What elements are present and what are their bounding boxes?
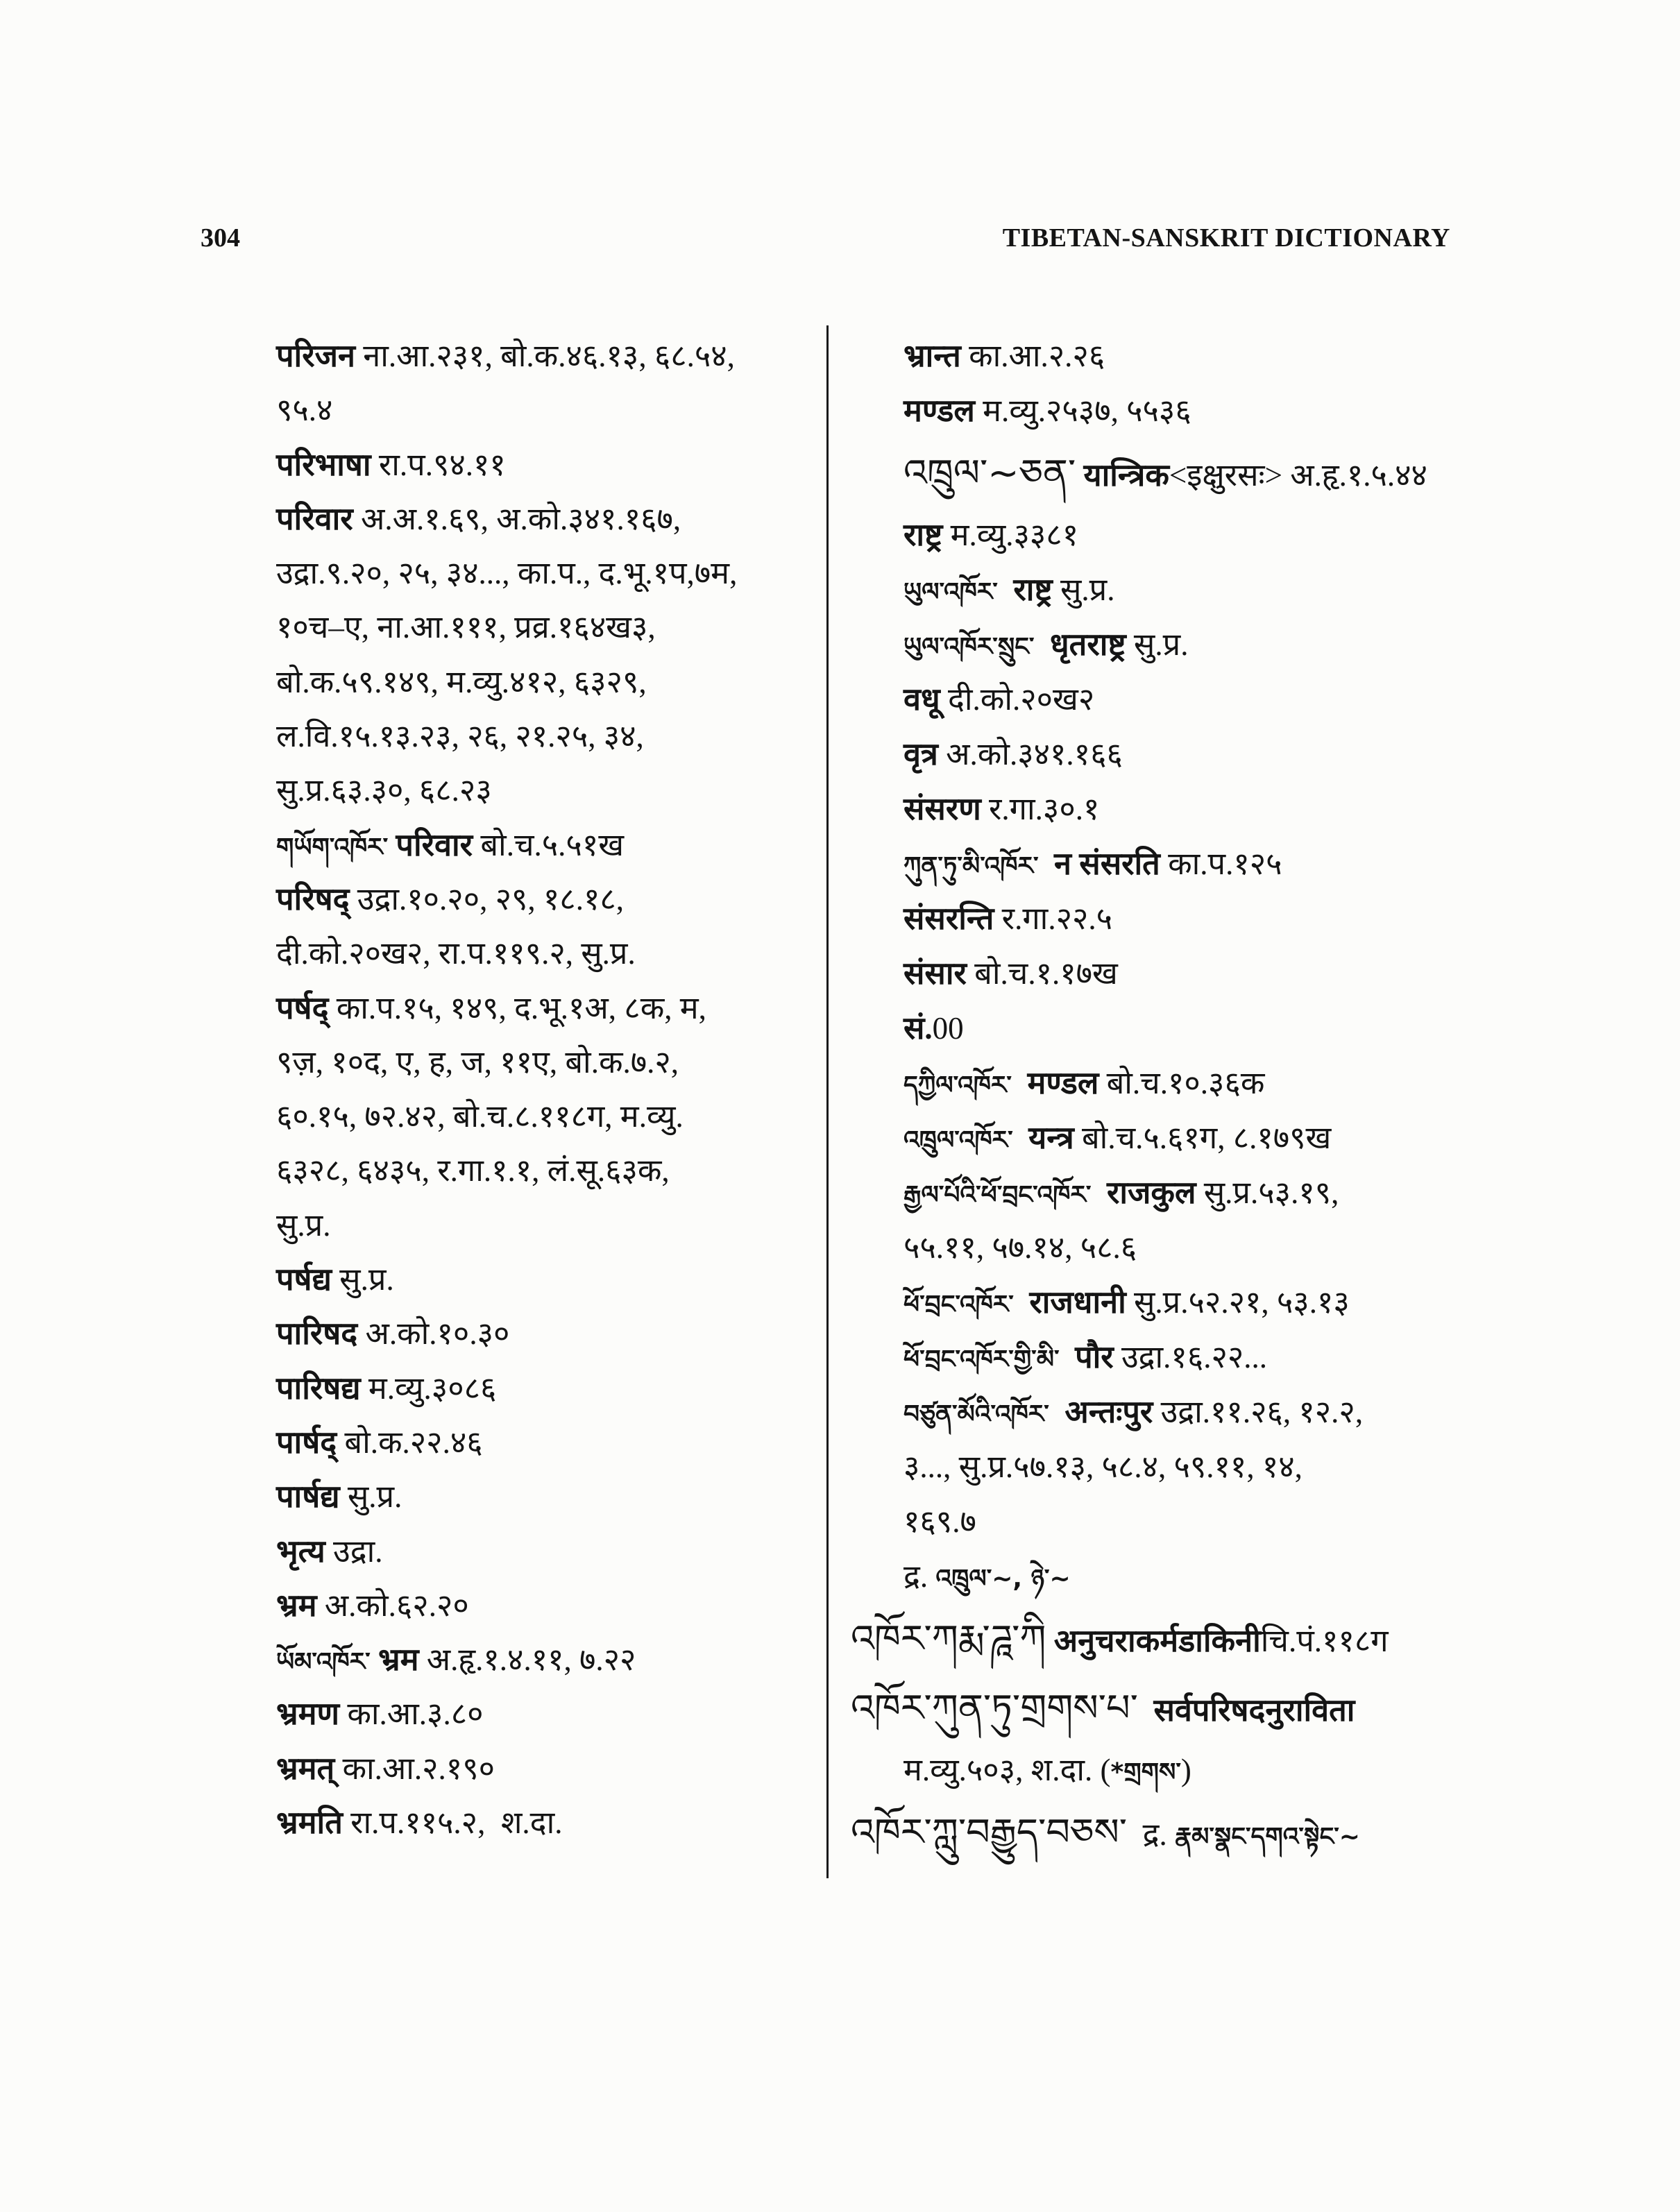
entry-line — [903, 1220, 1459, 1275]
page-number: 304 — [201, 223, 240, 253]
reference: द्र. — [903, 1559, 936, 1594]
headword: राजधानी — [1013, 1285, 1126, 1320]
reference: उद्रा. — [325, 1533, 383, 1569]
entry-line — [903, 1440, 1459, 1495]
reference: बो.च.१०.३६क — [1098, 1066, 1265, 1100]
reference: का.आ.२.२६ — [960, 339, 1105, 373]
tibetan-term: ཀུན་ཏུ་མི་འཁོར་ — [903, 852, 1039, 880]
entry-line — [276, 1252, 817, 1307]
tibetan-term: འཁྲུལ་འཁོར་ — [903, 1126, 1013, 1155]
headword: सं. — [903, 1011, 933, 1046]
tibetan-headword: འཁོར་ཀུན་ཏུ་གྲགས་པ་ — [851, 1686, 1138, 1730]
reference: सु.प्र. — [1052, 572, 1115, 607]
reference: अ.को.६२.२० — [316, 1588, 469, 1623]
tibetan-term: ཡུལ་འཁོར་སྲུང་ — [903, 633, 1035, 661]
headword: पारिषद — [276, 1316, 358, 1352]
reference: उद्रा.९.२०, २५, ३४..., का.प., द.भू.१प,७म, — [276, 556, 738, 591]
reference: म.व्यु.५०३, श.दा. ( — [903, 1753, 1111, 1787]
headword: भ्रमण — [276, 1696, 340, 1732]
headword: राजकुल — [1091, 1175, 1196, 1210]
headword: भ्रम — [276, 1588, 317, 1623]
entry-line — [276, 1796, 817, 1850]
entry-line — [851, 1674, 1459, 1743]
entry-line — [903, 618, 1459, 672]
reference: उद्रा.१६.२२... — [1113, 1340, 1268, 1375]
entry-line — [903, 1275, 1459, 1330]
reference: र.गा.२२.५ — [994, 901, 1113, 936]
entry-line — [276, 329, 817, 383]
entry-line — [903, 439, 1459, 508]
entry-line — [903, 1001, 1459, 1056]
entry-line — [276, 1687, 817, 1741]
entry-line — [903, 384, 1459, 439]
headword: न संसरति — [1038, 846, 1160, 881]
headword: सर्वपरिषदनुराविता — [1137, 1693, 1355, 1728]
reference: सु.प्र.५२.२१, ५३.१३ — [1126, 1285, 1350, 1320]
tibetan-term: ཡོམ་འཁོར་ — [276, 1648, 371, 1677]
headword: पार्षद् — [276, 1424, 337, 1460]
entry-line — [276, 1524, 817, 1579]
tibetan-term: *གྲགས་ — [1110, 1758, 1181, 1787]
reference: बो.च.५.५१ख — [473, 827, 625, 862]
headword: वृत्र — [903, 737, 938, 772]
entry-line — [903, 782, 1459, 837]
entry-line — [276, 763, 817, 817]
reference: १०च–ए, ना.आ.१११, प्रव्र.१६४ख३, — [276, 610, 656, 645]
entry-line — [903, 1111, 1459, 1166]
entry-line — [903, 672, 1459, 727]
reference: <इक्षुरसः> अ.हृ.१.५.४४ — [1169, 458, 1427, 493]
reference: दी.को.२०ख२ — [940, 682, 1095, 717]
reference: सु.प्र.५३.१९, — [1196, 1175, 1339, 1210]
entry-line — [276, 1307, 817, 1361]
tibetan-headword: འཁོར་ཀརྨ་ཌཱ་ཀི — [851, 1617, 1046, 1660]
entry-line — [903, 1166, 1459, 1220]
tibetan-term: རྣམ་སྣང་དགའ་སྟེང་~ — [1175, 1823, 1360, 1851]
headword: पार्षद्य — [276, 1479, 340, 1515]
reference: सु.प्र. — [339, 1479, 402, 1515]
entry-line — [276, 1742, 817, 1796]
tibetan-term: ཡུལ་འཁོར་ — [903, 578, 998, 606]
reference: अ.हृ.१.४.११, ७.२२ — [418, 1642, 636, 1678]
reference: ) — [1180, 1753, 1191, 1787]
entry-line — [276, 438, 817, 492]
reference: बो.क.५९.१४९, म.व्यु.४१२, ६३२९, — [276, 664, 647, 699]
headword: मण्डल — [1011, 1066, 1099, 1100]
headword: पौर — [1059, 1340, 1114, 1375]
tibetan-term: ཕོ་བྲང་འཁོར་གྱི་མི་ — [903, 1345, 1060, 1374]
headword: पारिषद्य — [276, 1370, 361, 1406]
headword: यान्त्रिक — [1076, 458, 1169, 493]
entry-line — [903, 892, 1459, 946]
entry-line — [276, 383, 817, 437]
headword: यन्त्र — [1012, 1121, 1074, 1155]
headword: भ्रम — [370, 1642, 419, 1678]
entry-line — [276, 492, 817, 546]
entry-line — [903, 727, 1459, 782]
reference: सु.प्र. — [1126, 627, 1189, 662]
entry-line — [903, 329, 1459, 384]
tibetan-term: གཡོག་འཁོར་ — [276, 833, 389, 862]
entry-line — [903, 1549, 1459, 1604]
entry-line — [903, 837, 1459, 892]
right-column — [851, 329, 1459, 1867]
reference: ल.वि.१५.१३.२३, २६, २१.२५, ३४, — [276, 719, 644, 754]
entry-line — [903, 508, 1459, 563]
headword: धृतराष्ट्र — [1034, 627, 1126, 662]
reference: सु.प्र. — [276, 1207, 331, 1243]
reference: अ.को.३४१.१६६ — [937, 737, 1123, 772]
tibetan-headword: འཁྲུལ་~ཅན་ — [903, 451, 1076, 495]
reference: सु.प्र.६३.३०, ६८.२३ — [276, 773, 492, 808]
headword: परिवार — [388, 827, 473, 862]
reference: म.व्यु.३०८६ — [360, 1370, 497, 1406]
reference: द्र. — [1127, 1817, 1176, 1852]
headword: अनुचराकर्मडाकिनी — [1046, 1624, 1261, 1658]
reference: सु.प्र. — [331, 1262, 394, 1298]
entry-line — [276, 1633, 817, 1687]
entry-line — [276, 1415, 817, 1470]
entry-line — [903, 1495, 1459, 1549]
entry-line — [276, 926, 817, 980]
reference: ३..., सु.प्र.५७.१३, ५८.४, ५९.११, १४, — [903, 1449, 1303, 1484]
reference: रा.प.११५.२, श.दा. — [342, 1805, 563, 1841]
entry-line — [903, 946, 1459, 1001]
reference: का.आ.२.१९० — [334, 1751, 495, 1786]
entry-line — [276, 1361, 817, 1415]
reference: ६०.१५, ७२.४२, बो.च.८.११८ग, म.व्यु. — [276, 1099, 684, 1134]
headword: परिषद् — [276, 881, 350, 917]
headword: भृत्य — [276, 1533, 325, 1569]
headword: पर्षद्य — [276, 1262, 332, 1298]
reference: उद्रा.१०.२०, २९, १८.१८, — [349, 881, 624, 917]
headword: मण्डल — [903, 393, 975, 428]
entry-line — [276, 1143, 817, 1198]
reference: ९ज़, १०द, ए, ह, ज, ११ए, बो.क.७.२, — [276, 1044, 679, 1080]
entry-line — [276, 1579, 817, 1633]
reference: म.व्यु.२५३७, ५५३६ — [974, 393, 1191, 428]
reference: 00 — [932, 1011, 964, 1046]
reference: बो.क.२२.४६ — [337, 1424, 483, 1460]
entry-line — [276, 1035, 817, 1089]
reference: ना.आ.२३१, बो.क.४६.१३, ६८.५४, — [355, 339, 735, 373]
entry-line — [851, 1798, 1459, 1867]
reference: का.आ.३.८० — [339, 1696, 484, 1732]
reference: अ.अ.१.६९, अ.को.३४१.१६७, — [353, 501, 681, 536]
entry-line — [276, 1089, 817, 1143]
headword: संसरण — [903, 792, 981, 826]
headword: वधू — [903, 682, 940, 717]
entry-line — [276, 872, 817, 926]
tibetan-headword: འཁོར་ཀླུ་བརྒྱུད་བཅས་ — [851, 1810, 1128, 1854]
headword: राष्ट्र — [997, 572, 1053, 607]
reference: ९५.४ — [276, 393, 333, 428]
reference: चि.पं.११८ग — [1260, 1624, 1389, 1658]
reference: रा.प.९४.११ — [371, 447, 506, 482]
reference: म.व्यु.३३८१ — [942, 518, 1079, 552]
headword: संसरन्ति — [903, 901, 994, 936]
entry-line — [276, 600, 817, 654]
headword: अन्तःपुर — [1049, 1395, 1153, 1429]
reference: अ.को.१०.३० — [357, 1316, 510, 1352]
headword: संसार — [903, 956, 967, 991]
tibetan-term: ཕོ་བྲང་འཁོར་ — [903, 1291, 1014, 1319]
headword: परिवार — [276, 501, 353, 536]
entry-line — [851, 1604, 1459, 1674]
column-divider — [826, 325, 829, 1878]
tibetan-term: རྒྱལ་པོའི་ཕོ་བྲང་འཁོར་ — [903, 1181, 1092, 1209]
reference: र.गा.३०.१ — [981, 792, 1100, 826]
entry-line — [903, 1385, 1459, 1440]
reference: का.प.१२५ — [1160, 846, 1282, 881]
reference: ५५.११, ५७.१४, ५८.६ — [903, 1230, 1137, 1265]
reference: बो.च.५.६१ग, ८.१७९ख — [1074, 1121, 1332, 1155]
reference: उद्रा.११.२६, १२.२, — [1153, 1395, 1364, 1429]
tibetan-term: བཙུན་མོའི་འཁོར་ — [903, 1400, 1049, 1429]
entry-line — [903, 1330, 1459, 1385]
headword: परिजन — [276, 339, 355, 373]
headword: राष्ट्र — [903, 518, 943, 552]
reference: का.प.१५, १४९, द.भू.१अ, ८क, म, — [328, 990, 706, 1026]
entry-line — [903, 1056, 1459, 1111]
entry-line — [276, 655, 817, 709]
tibetan-term: འཁྲུལ་~, ཉེ་~ — [935, 1565, 1071, 1593]
reference: बो.च.१.१७ख — [966, 956, 1118, 991]
tibetan-term: དཀྱིལ་འཁོར་ — [903, 1071, 1012, 1100]
headword: परिभाषा — [276, 447, 371, 482]
headword: भ्रमत् — [276, 1751, 335, 1786]
entry-line — [903, 1743, 1459, 1798]
entry-line — [276, 981, 817, 1035]
entry-line — [276, 546, 817, 600]
entry-line — [276, 1470, 817, 1524]
entry-line — [276, 818, 817, 872]
headword: भ्रान्त — [903, 339, 961, 373]
running-title: TIBETAN-SANSKRIT DICTIONARY — [1002, 223, 1450, 253]
reference: दी.को.२०ख२, रा.प.११९.२, सु.प्र. — [276, 936, 636, 971]
entry-line — [903, 563, 1459, 618]
reference: ६३२८, ६४३५, र.गा.१.१, लं.सू.६३क, — [276, 1153, 670, 1189]
headword: पर्षद् — [276, 990, 329, 1026]
entry-line — [276, 1198, 817, 1252]
left-column — [276, 329, 817, 1850]
entry-line — [276, 709, 817, 763]
headword: भ्रमति — [276, 1805, 343, 1841]
reference: १६९.७ — [903, 1504, 976, 1539]
